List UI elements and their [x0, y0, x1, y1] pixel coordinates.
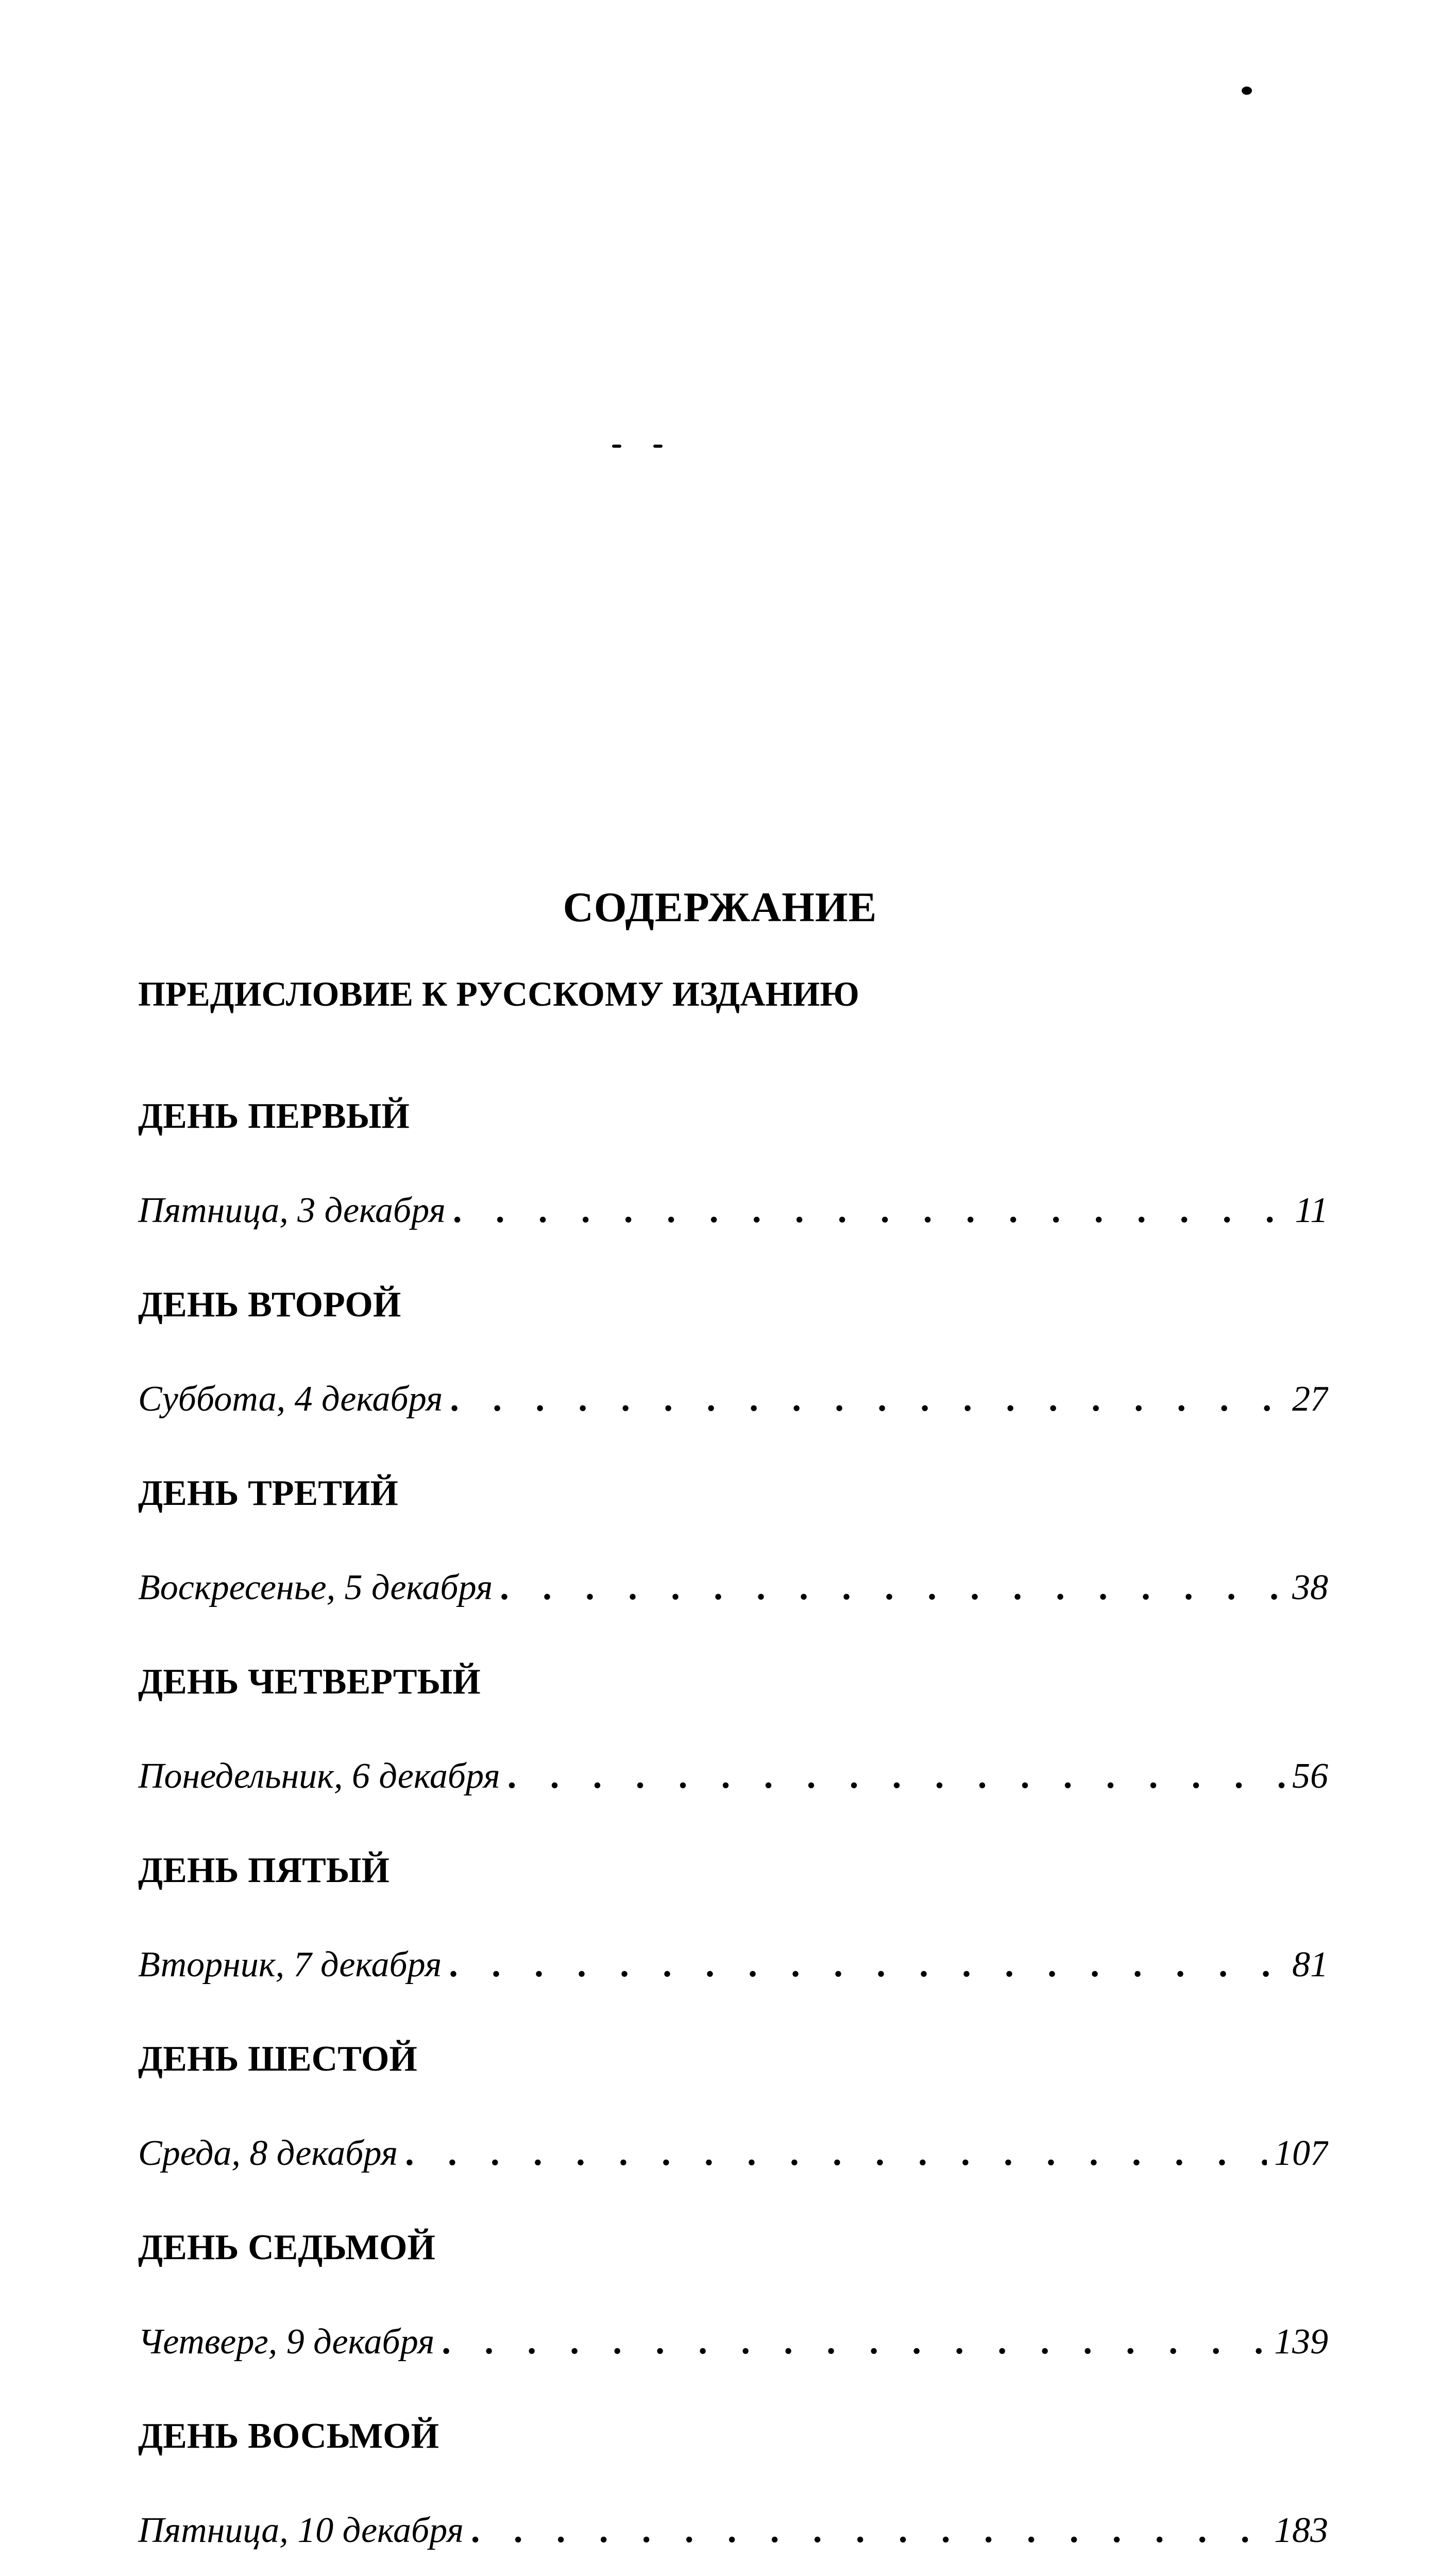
- day-date: Среда, 8 декабря: [138, 2133, 398, 2173]
- day-title: ДЕНЬ ТРЕТИЙ: [138, 1473, 398, 1513]
- page-number: 107: [1274, 2133, 1328, 2173]
- toc-entry: [138, 2014, 1328, 2203]
- day-title: ДЕНЬ ШЕСТОЙ: [138, 2039, 417, 2079]
- day-title: ДЕНЬ ПЯТЫЙ: [138, 1851, 389, 1890]
- print-speck: [653, 445, 663, 448]
- toc-entry: [138, 2392, 1328, 2576]
- toc-entry: [138, 1072, 1328, 1260]
- dot-leader: [471, 2481, 1267, 2576]
- day-date-line: [138, 1916, 1328, 2014]
- day-date-line: [138, 2293, 1328, 2392]
- dot-leader: [507, 1727, 1285, 1826]
- day-date: Пятница, 10 декабря: [138, 2511, 464, 2550]
- day-title: ДЕНЬ ВТОРОЙ: [138, 1285, 401, 1325]
- dot-leader: [442, 2293, 1267, 2392]
- day-title: ДЕНЬ ЧЕТВЕРТЫЙ: [138, 1662, 481, 1702]
- dot-leader: [453, 1161, 1287, 1260]
- day-date: Понедельник, 6 декабря: [138, 1756, 500, 1796]
- day-title: ДЕНЬ ВОСЬМОЙ: [138, 2416, 439, 2456]
- toc-entry: [138, 1637, 1328, 1826]
- day-date-line: [138, 1538, 1328, 1637]
- day-date-line: [138, 2104, 1328, 2203]
- day-date: Четверг, 9 декабря: [138, 2322, 435, 2362]
- dot-leader: [450, 1350, 1285, 1449]
- page-number: 11: [1295, 1191, 1328, 1230]
- day-date-line: [138, 1161, 1328, 1260]
- print-speck: [1242, 87, 1252, 95]
- toc-entry: [138, 1449, 1328, 1637]
- dot-leader: [449, 1916, 1285, 2014]
- day-date: Воскресенье, 5 декабря: [138, 1568, 493, 1607]
- day-date-line: [138, 2481, 1328, 2576]
- contents-title: СОДЕРЖАНИЕ: [563, 884, 877, 930]
- page-number: 139: [1274, 2322, 1328, 2362]
- toc-entry: [138, 1826, 1328, 2014]
- page-number: 27: [1292, 1379, 1328, 1419]
- day-date-line: [138, 1727, 1328, 1826]
- day-title: ДЕНЬ СЕДЬМОЙ: [138, 2228, 435, 2267]
- dot-leader: [405, 2104, 1267, 2203]
- day-date: Вторник, 7 декабря: [138, 1945, 442, 1985]
- day-date: Пятница, 3 декабря: [138, 1191, 446, 1230]
- day-date: Суббота, 4 декабря: [138, 1379, 443, 1419]
- page-number: 56: [1292, 1756, 1328, 1796]
- preface-heading: ПРЕДИСЛОВИЕ К РУССКОМУ ИЗДАНИЮ: [138, 974, 859, 1013]
- print-speck: [612, 445, 621, 448]
- toc-entry: [138, 2203, 1328, 2392]
- page-number: 38: [1292, 1568, 1328, 1607]
- page-number: 183: [1274, 2511, 1328, 2550]
- table-of-contents: [138, 1072, 1328, 2576]
- day-title: ДЕНЬ ПЕРВЫЙ: [138, 1096, 410, 1136]
- dot-leader: [500, 1538, 1285, 1637]
- toc-entry: [138, 1260, 1328, 1449]
- day-date-line: [138, 1350, 1328, 1449]
- page-number: 81: [1292, 1945, 1328, 1985]
